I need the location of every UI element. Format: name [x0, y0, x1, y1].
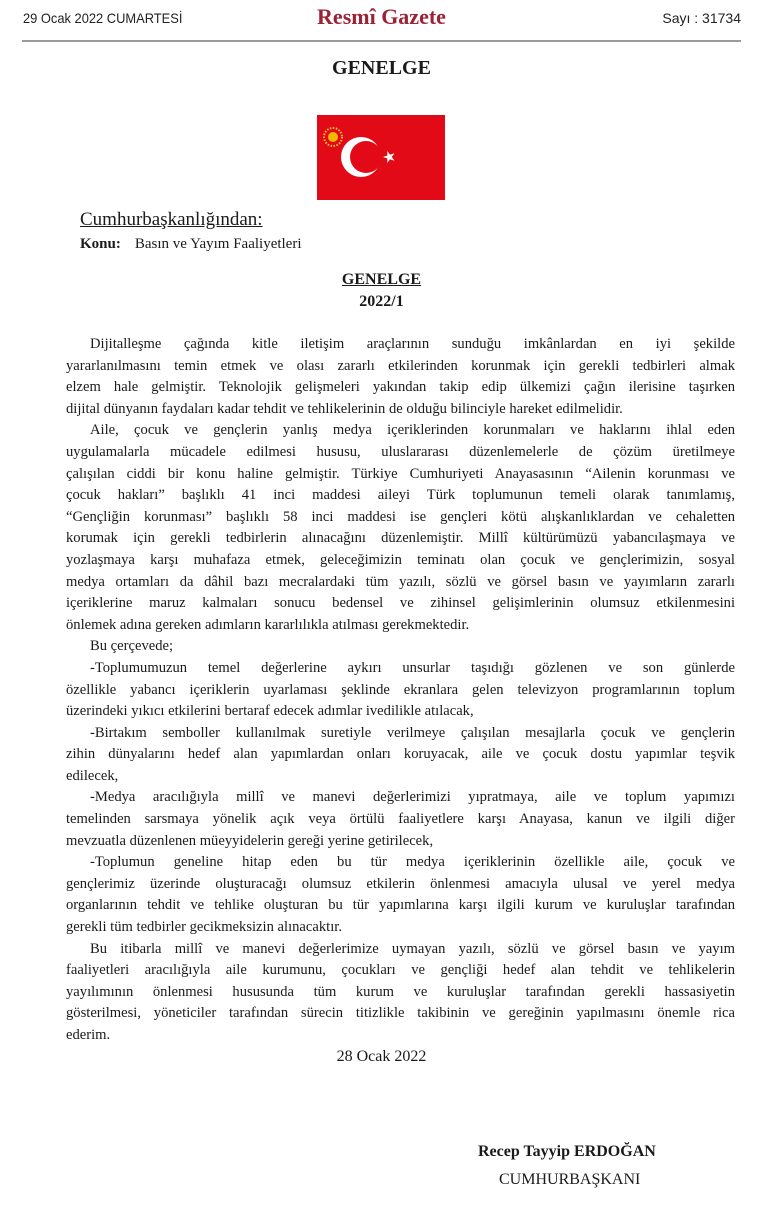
paragraph-line: “Gençliğin korunması” başlıklı 58 inci maddesi ise gençleri kötü alışkanlıklardan ve cehaletten [66, 508, 735, 525]
paragraph-line: içeriklerine maruz kalmaları sonucu bedensel ve zihinsel gelişimlerinin olumsuz etkilenmesini [66, 595, 735, 612]
paragraph-line: Bu itibarla millî ve manevi değerlerimize uymayan yazılı, sözlü ve görsel basın ve yayım [90, 940, 735, 957]
paragraph-line: zihin dünyalarını hedef alan yapımlardan onları koruyacak, aile ve çocuk dostu yapımlar teşvik [66, 746, 735, 763]
gazette-date: 29 Ocak 2022 CUMARTESİ [23, 10, 183, 26]
signer-title: CUMHURBAŞKANI [499, 1171, 641, 1188]
paragraph-line: -Birtakım semboller kullanılmak suretiyle verilmeye çalışılan mesajlarla çocuk ve gençlerin [90, 724, 735, 741]
paragraph-line: faaliyetleri aracılığıyla aile kurumunu, çocukları ve gençliği hedef alan tehdit ve tehlikelerin [66, 962, 735, 979]
paragraph-line: çocuk hakları” başlıklı 41 inci maddesi aileyi Türk toplumunun temeli olarak tanımlamış, [66, 487, 735, 504]
paragraph-line: gerekli tüm tedbirler gecikmeksizin alınacaktır. [66, 919, 342, 936]
subject-line [80, 236, 302, 253]
paragraph-line: temelinden sarsmaya yönelik açık veya örtülü faaliyetlere karşı Anayasa, kanun ve ilgili diğer [66, 811, 735, 828]
subject: Basın ve Yayım Faaliyetleri [134, 236, 302, 252]
paragraph-line: korumak için gerekli tedbirlerin alınacağını düzenlemiştir. Millî kültürümüzü yabancılaşmaya ve [66, 530, 735, 547]
paragraph-line: -Toplumun geneline hitap eden bu tür medya içeriklerinin özellikle aile, çocuk ve [90, 854, 735, 871]
paragraph [66, 852, 735, 938]
turkish-presidential-flag-icon [317, 115, 445, 200]
section-title: GENELGE [332, 57, 431, 79]
issue-number: Sayı : 31734 [662, 10, 741, 26]
paragraph [66, 723, 735, 788]
document-body [66, 334, 735, 1047]
paragraph-line: uygulamalarla mücadele edilmesi hususu, uluslararası düzenlemelerle de çözüm üretilmeye [66, 443, 735, 460]
paragraph-line: Aile, çocuk ve gençlerin yanlış medya içeriklerinden korunmaları ve haklarını ihlal eden [90, 422, 735, 439]
paragraph-line: dijital dünyanın faydaları kadar tehdit ve tehlikelerinin de olduğu bilinciyle hareket edilmelidir. [66, 400, 623, 417]
gazette-title: Resmî Gazete [317, 4, 446, 29]
paragraph-line: ederim. [66, 1027, 111, 1043]
paragraph [66, 787, 735, 852]
paragraph-line: yozlaşmaya karşı muhafaza etmek, geleceğimizin teminatı olan çocuk ve gençlerimizin, sosyal [66, 551, 735, 568]
paragraph-line: üzerindeki yıkıcı etkilerini bertaraf edecek adımlar ivedilikle atılacak, [66, 703, 474, 720]
paragraph-line: Dijitalleşme çağında kitle iletişim araçlarının sunduğu imkânlardan en iyi şekilde [90, 336, 735, 352]
paragraph-line: organlarının tehdit ve tehlike oluşturan bu tür yapımlarına karşı ilgili kurum ve kuruluşlar tarafından [66, 897, 735, 914]
issuer: Cumhurbaşkanlığından: [80, 209, 263, 230]
paragraph-line: özellikle yabancı içeriklerin uyarlaması şeklinde ekranlara gelen televizyon programlarının toplum [66, 681, 735, 698]
paragraph [66, 636, 735, 658]
paragraph-line: gençlerimiz üzerinde oluşturacağı olumsuz etkilerin önlenmesi amacıyla ulusal ve yerel medya [66, 875, 735, 892]
paragraph-line: Bu çerçevede; [90, 638, 174, 655]
signer-name: Recep Tayyip ERDOĞAN [478, 1143, 656, 1160]
paragraph-line: yayılımının önlenmesi hususunda tüm kurum ve kuruluşlar tarafından gerekli hassasiyetin [66, 983, 735, 1000]
document-title: GENELGE [341, 271, 422, 288]
paragraph-line: edilecek, [66, 767, 119, 784]
paragraph-line: önlemek adına gereken adımların kararlılıkla atılması gerekmektedir. [66, 616, 470, 633]
document-number: 2022/1 [359, 293, 404, 310]
paragraph [66, 939, 735, 1047]
document-date: 28 Ocak 2022 [336, 1048, 427, 1065]
paragraph-line: medya ortamları da dâhil bazı mecralardaki tüm yazılı, sözlü ve görsel basın ve yayımların zararlı [66, 573, 735, 590]
subject-label: Konu: [80, 236, 121, 252]
paragraph [66, 658, 735, 723]
paragraph [66, 420, 735, 636]
paragraph-line: elzem hale gelmiştir. Teknolojik gelişmeleri yakından takip edip ülkemizi çağın ilerisine taşırken [66, 379, 735, 396]
paragraph-line: gösterilmesi, yöneticiler tarafından sürecin titizlikle takibinin ve gereğinin yapılmasını önemle rica [66, 1005, 735, 1022]
paragraph-line: yararlanılmasını temin etmek ve olası zararlı etkilerinden korunmak için gerekli tedbirleri almak [66, 357, 735, 374]
paragraph-line: çalışılan ciddi bir konu haline gelmiştir. Türkiye Cumhuriyeti Anayasasının “Ailenin korunması ve [66, 465, 735, 482]
paragraph-line: mevzuatla düzenlenen müeyyidelerin gereği yerine getirilecek, [66, 832, 434, 849]
paragraph-line: -Medya aracılığıyla millî ve manevi değerlerimizi yıpratmaya, aile ve toplum yapımızı [90, 789, 735, 806]
paragraph [66, 334, 735, 420]
paragraph-line: -Toplumumuzun temel değerlerine aykırı unsurlar taşıdığı gözlenen ve son günlerde [90, 659, 735, 676]
header-divider [22, 40, 741, 42]
